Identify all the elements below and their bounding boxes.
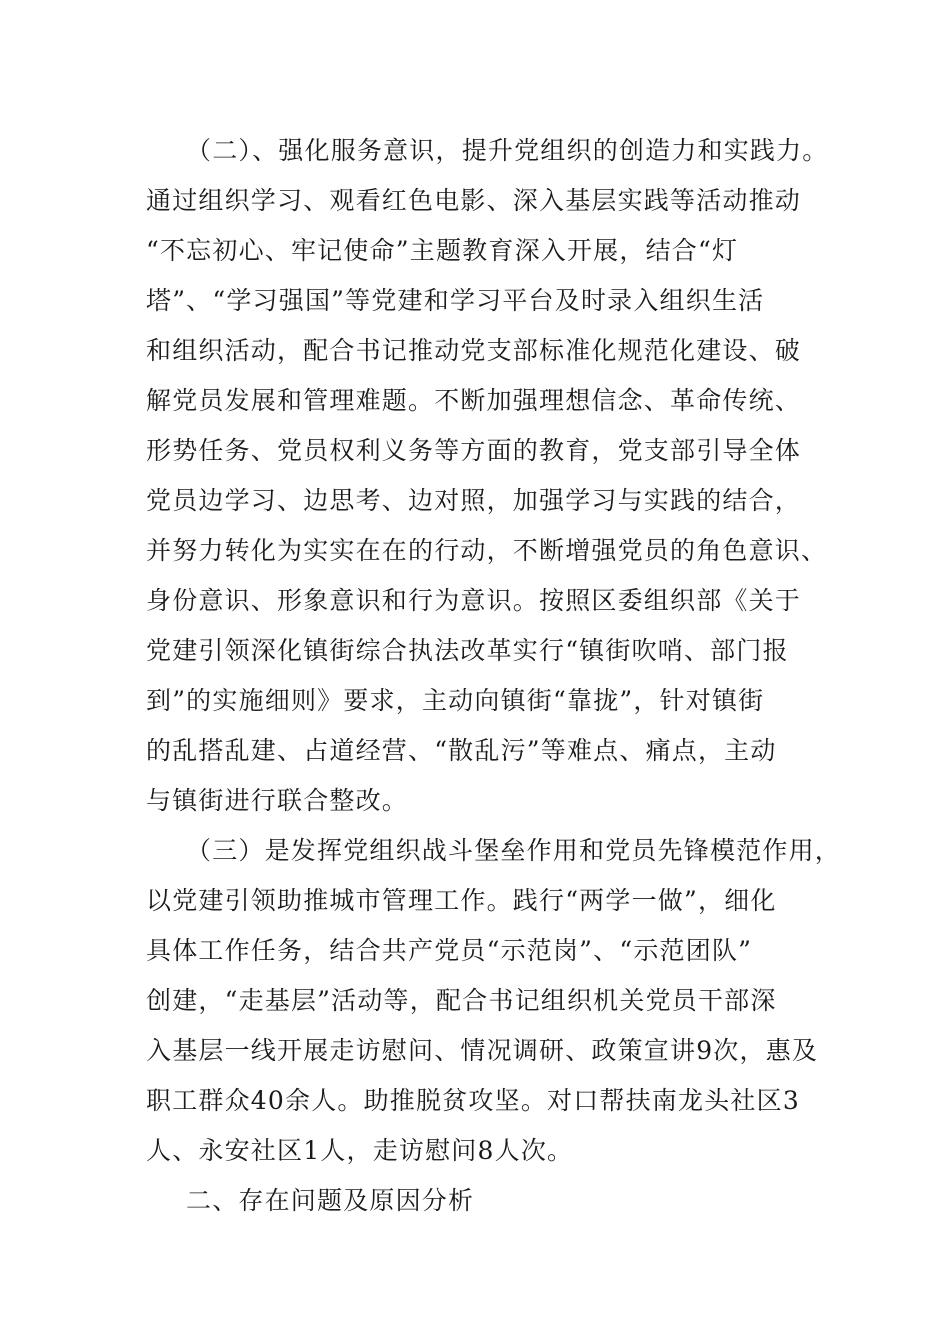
body-text-line: 和组织活动，配合书记推动党支部标准化规范化建设、破 bbox=[146, 336, 802, 365]
body-text-line: 与镇街进行联合整改。 bbox=[146, 786, 409, 815]
body-text-line: 身份意识、形象意识和行为意识。按照区委组织部《关于 bbox=[146, 586, 802, 615]
body-text-line: 塔”、“学习强国”等党建和学习平台及时录入组织生活 bbox=[146, 286, 765, 315]
body-text-line: 党建引领深化镇街综合执法改革实行“镇街吹哨、部门报 bbox=[146, 636, 789, 665]
body-text-line: 到”的实施细则》要求，主动向镇街“靠拢”，针对镇街 bbox=[146, 686, 765, 715]
body-text-line: 人、永安社区1人，走访慰问8人次。 bbox=[146, 1136, 574, 1165]
body-text-line: 并努力转化为实实在在的行动，不断增强党员的角色意识、 bbox=[146, 536, 828, 565]
section-heading-2: （二）、强化服务意识，提升党组织的创造力和实践力。 bbox=[186, 136, 829, 165]
body-text-line: 的乱搭乱建、占道经营、“散乱污”等难点、痛点，主动 bbox=[146, 736, 777, 765]
body-text-line: 解党员发展和管理难题。不断加强理想信念、革命传统、 bbox=[146, 386, 802, 415]
chapter-heading-2: 二、存在问题及原因分析 bbox=[186, 1186, 475, 1215]
body-text-line: 党员边学习、边思考、边对照，加强学习与实践的结合， bbox=[146, 486, 802, 515]
body-text-line: 通过组织学习、观看红色电影、深入基层实践等活动推动 bbox=[146, 186, 802, 215]
body-text-line: 入基层一线开展走访慰问、情况调研、政策宣讲9次，惠及 bbox=[146, 1036, 819, 1065]
body-text-line: 形势任务、党员权利义务等方面的教育，党支部引导全体 bbox=[146, 436, 802, 465]
body-text-line: 创建，“走基层”活动等，配合书记组织机关党员干部深 bbox=[146, 986, 777, 1015]
body-text-line: 职工群众40余人。助推脱贫攻坚。对口帮扶南龙头社区3 bbox=[146, 1086, 800, 1115]
body-text-line: 以党建引领助推城市管理工作。践行“两学一做”，细化 bbox=[146, 886, 777, 915]
section-heading-3: （三）是发挥党组织战斗堡垒作用和党员先锋模范作用， bbox=[186, 836, 842, 865]
body-text-line: 具体工作任务，结合共产党员“示范岗”、“示范团队” bbox=[146, 936, 753, 965]
body-text-line: “不忘初心、牢记使命”主题教育深入开展，结合“灯 bbox=[146, 236, 739, 265]
